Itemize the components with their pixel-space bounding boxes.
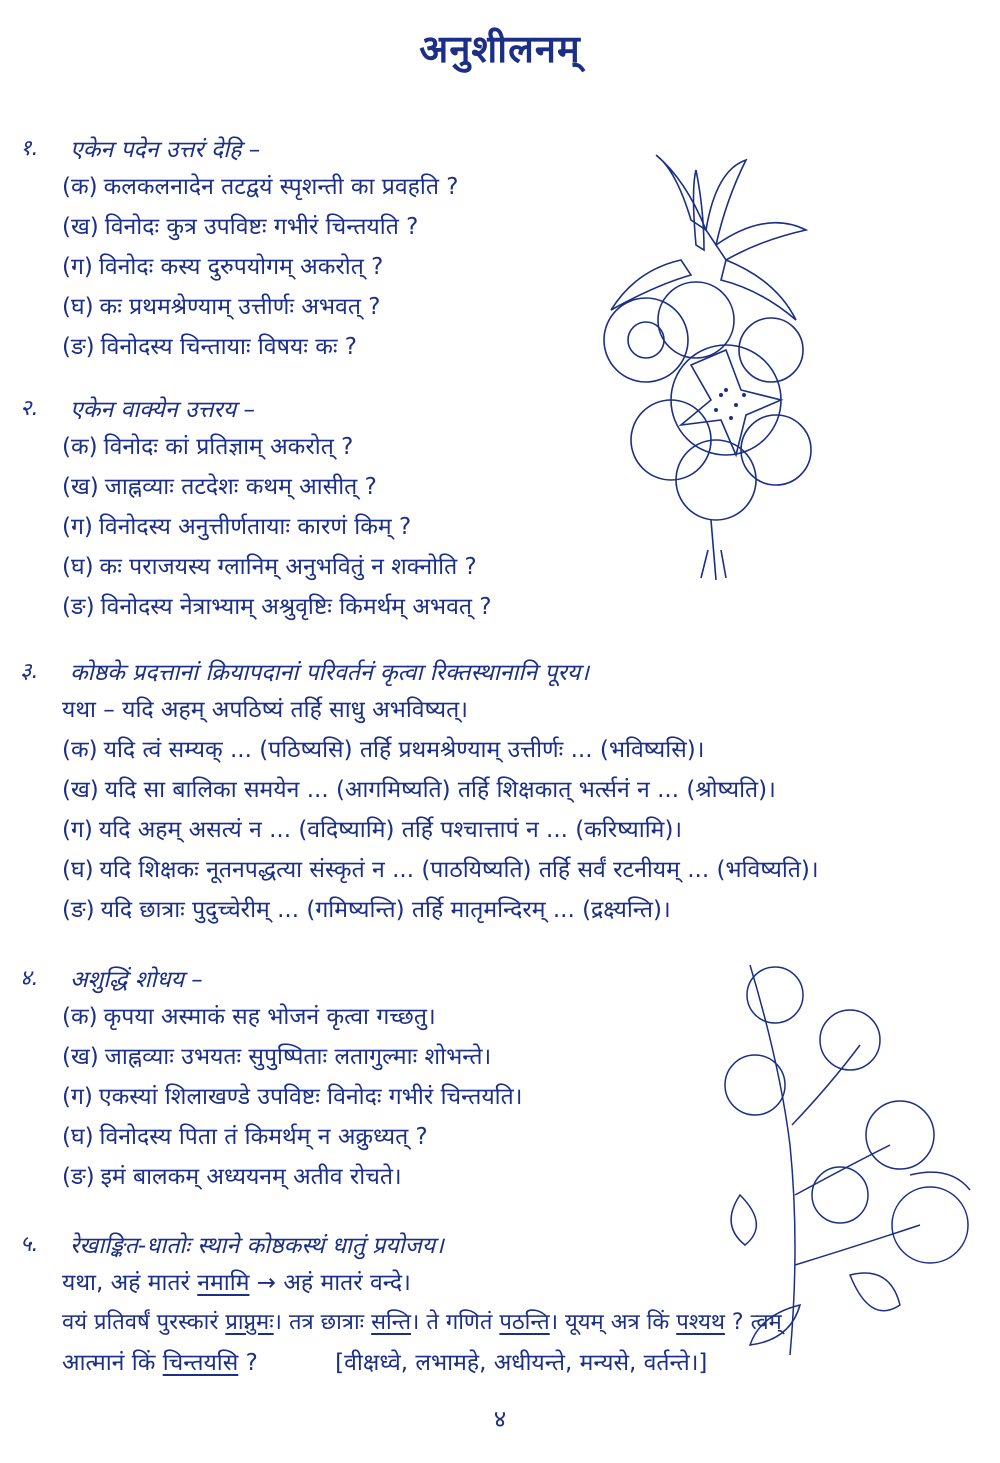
item-text: विनोदस्य अनुत्तीर्णतायाः कारणं किम् ? bbox=[98, 514, 412, 540]
question-4 bbox=[0, 962, 1000, 1202]
item-label: (ङ) bbox=[62, 594, 95, 620]
list-item bbox=[62, 895, 1000, 935]
underlined-verb: नमामि bbox=[197, 1270, 250, 1296]
question-prompt: एकेन वाक्येन उत्तरय – bbox=[70, 397, 255, 423]
example-result: अहं मातरं वन्दे। bbox=[283, 1270, 411, 1296]
item-text: विनोदः कस्य दुरुपयोगम् अकरोत् ? bbox=[98, 254, 384, 280]
list-item bbox=[62, 855, 1000, 895]
item-text: कः पराजयस्य ग्लानिम् अनुभवितुं न शक्नोति ? bbox=[99, 554, 477, 580]
item-label: (ख) bbox=[62, 777, 99, 803]
list-item bbox=[62, 1042, 1000, 1082]
underlined-verb: चिन्तयसि bbox=[162, 1350, 239, 1376]
question-number: ४. bbox=[20, 966, 39, 991]
item-label: (क) bbox=[62, 174, 98, 200]
list-item bbox=[62, 1082, 1000, 1122]
arrow-icon: → bbox=[256, 1270, 277, 1296]
underlined-verb: सन्ति bbox=[371, 1310, 411, 1335]
question-number: १. bbox=[20, 136, 39, 161]
list-item bbox=[62, 432, 1000, 472]
text-segment: । यूयम् अत्र किं bbox=[549, 1310, 670, 1335]
text-segment: । तत्र छात्राः bbox=[273, 1310, 365, 1335]
item-text: जाह्नव्याः उभयतः सुपुष्पिताः लतागुल्माः शोभन्ते। bbox=[104, 1044, 492, 1070]
list-item bbox=[62, 1122, 1000, 1162]
item-text: यदि सा बालिका समयेन ... (आगमिष्यति) तर्हि शिक्षकात् भर्त्सनं न ... (श्रोष्यति)। bbox=[104, 777, 776, 803]
list-item bbox=[62, 472, 1000, 512]
item-text: कः प्रथमश्रेण्याम् उत्तीर्णः अभवत् ? bbox=[99, 294, 381, 320]
question-1 bbox=[0, 132, 1000, 372]
example-line bbox=[62, 1268, 1000, 1308]
list-item bbox=[62, 212, 1000, 252]
item-label: (घ) bbox=[62, 554, 94, 580]
example-prefix: यथा, अहं मातरं bbox=[62, 1270, 190, 1296]
underlined-verb: पठन्ति bbox=[499, 1310, 550, 1335]
item-text: यदि छात्राः पुदुच्चेरीम् ... (गमिष्यन्ति) तर्हि मातृमन्दिरम् ... (द्रक्ष्यन्ति)। bbox=[100, 897, 671, 923]
item-label: (क) bbox=[62, 737, 98, 763]
item-label: (ग) bbox=[62, 817, 93, 843]
item-label: (घ) bbox=[62, 857, 94, 883]
question-number: २. bbox=[20, 396, 39, 421]
list-item bbox=[62, 592, 1000, 632]
list-item bbox=[62, 512, 1000, 552]
question-5 bbox=[0, 1228, 1000, 1388]
item-text: विनोदस्य नेत्राभ्याम् अश्रुवृष्टिः किमर्थम् अभवत् ? bbox=[100, 594, 492, 620]
item-text: विनोदस्य पिता तं किमर्थम् न अक्रुध्यत् ? bbox=[99, 1124, 428, 1150]
item-text: कृपया अस्माकं सह भोजनं कृत्वा गच्छतु। bbox=[103, 1004, 436, 1030]
item-label: (क) bbox=[62, 1004, 98, 1030]
list-item bbox=[62, 172, 1000, 212]
item-label: (ख) bbox=[62, 1044, 99, 1070]
exercise-line-1 bbox=[62, 1308, 1000, 1348]
item-label: (क) bbox=[62, 434, 98, 460]
item-label: (घ) bbox=[62, 294, 94, 320]
list-item bbox=[62, 775, 1000, 815]
item-label: (ख) bbox=[62, 214, 99, 240]
item-text: विनोदः कुत्र उपविष्टः गभीरं चिन्तयति ? bbox=[104, 214, 419, 240]
list-item bbox=[62, 815, 1000, 855]
question-prompt: एकेन पदेन उत्तरं देहि – bbox=[70, 137, 261, 163]
item-label: (ग) bbox=[62, 514, 93, 540]
item-text: यदि त्वं सम्यक् ... (पठिष्यसि) तर्हि प्रथमश्रेण्याम् उत्तीर्णः ... (भविष्यसि)। bbox=[103, 737, 705, 763]
list-item bbox=[62, 292, 1000, 332]
item-label: (ङ) bbox=[62, 897, 95, 923]
question-2 bbox=[0, 392, 1000, 632]
item-text: यदि अहम् असत्यं न ... (वदिष्यामि) तर्हि पश्चात्तापं न ... (करिष्यामि)। bbox=[98, 817, 683, 843]
item-label: (ङ) bbox=[62, 1164, 95, 1190]
exercise-line-2 bbox=[62, 1348, 1000, 1388]
item-text: कलकलनादेन तटद्वयं स्पृशन्ती का प्रवहति ? bbox=[103, 174, 459, 200]
options-list: [वीक्षध्वे, लभामहे, अधीयन्ते, मन्यसे, वर्तन्ते।] bbox=[335, 1350, 708, 1376]
item-text: विनोदस्य चिन्तायाः विषयः कः ? bbox=[100, 334, 358, 360]
item-label: (ग) bbox=[62, 1084, 93, 1110]
question-number: ५. bbox=[20, 1232, 39, 1257]
item-label: (ङ) bbox=[62, 334, 95, 360]
page-title: अनुशीलनम् bbox=[419, 27, 581, 71]
item-text: इमं बालकम् अध्ययनम् अतीव रोचते। bbox=[100, 1164, 402, 1190]
item-label: (ग) bbox=[62, 254, 93, 280]
item-text: जाह्नव्याः तटदेशः कथम् आसीत् ? bbox=[104, 474, 377, 500]
underlined-verb: प्राप्नुमः bbox=[225, 1310, 274, 1335]
underlined-verb: पश्यथ bbox=[676, 1310, 725, 1335]
list-item bbox=[62, 552, 1000, 592]
item-label: (ख) bbox=[62, 474, 99, 500]
item-text: यदि शिक्षकः नूतनपद्धत्या संस्कृतं न ... (पाठयिष्यति) तर्हि सर्वं रटनीयम् ... (भविष्यति)। bbox=[99, 857, 819, 883]
question-prompt: कोष्ठके प्रदत्तानां क्रियापदानां परिवर्तनं कृत्वा रिक्तस्थानानि पूरय। bbox=[70, 660, 589, 686]
text-segment: आत्मानं किं bbox=[62, 1350, 156, 1376]
page-number: ४ bbox=[493, 1405, 507, 1433]
question-prompt: रेखाङ्कित-धातोः स्थाने कोष्ठकस्थं धातुं प्रयोजय। bbox=[70, 1233, 444, 1259]
text-segment: वयं प्रतिवर्षं पुरस्कारं bbox=[62, 1310, 219, 1335]
question-3 bbox=[0, 655, 1000, 935]
text-segment: ? bbox=[238, 1350, 258, 1376]
text-segment: । ते गणितं bbox=[410, 1310, 493, 1335]
list-item bbox=[62, 1002, 1000, 1042]
question-prompt: अशुद्धिं शोधय – bbox=[70, 967, 203, 993]
list-item bbox=[62, 332, 1000, 372]
text-segment: ? त्वम् bbox=[724, 1310, 782, 1335]
example-line bbox=[62, 695, 1000, 735]
item-label: (घ) bbox=[62, 1124, 94, 1150]
list-item bbox=[62, 1162, 1000, 1202]
example-text: यथा – यदि अहम् अपठिष्यं तर्हि साधु अभविष्यत्। bbox=[62, 697, 468, 723]
item-text: विनोदः कां प्रतिज्ञाम् अकरोत् ? bbox=[103, 434, 354, 460]
item-text: एकस्यां शिलाखण्डे उपविष्टः विनोदः गभीरं चिन्तयति। bbox=[98, 1084, 523, 1110]
list-item bbox=[62, 252, 1000, 292]
question-number: ३. bbox=[20, 659, 39, 684]
list-item bbox=[62, 735, 1000, 775]
